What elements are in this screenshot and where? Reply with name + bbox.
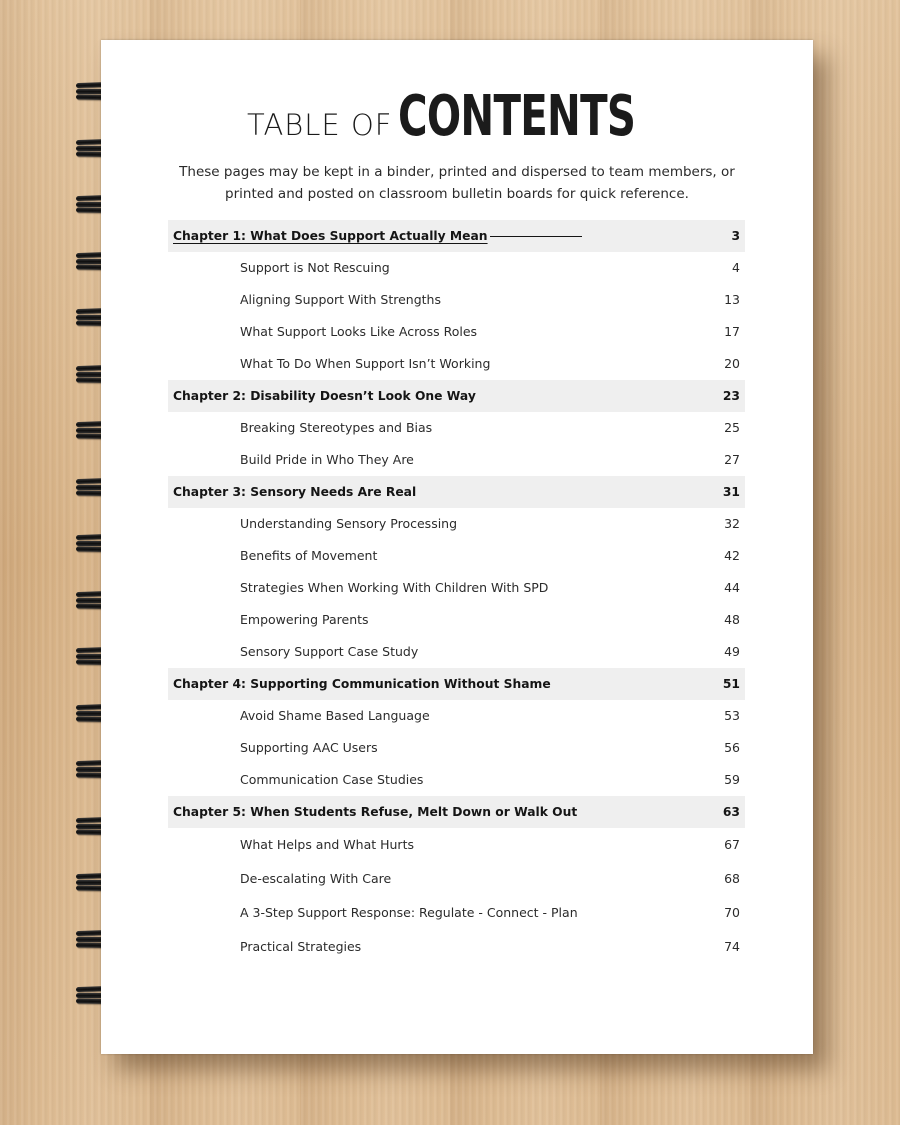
page-number: 70 — [724, 905, 740, 920]
title-large: CONTENTS — [397, 84, 635, 149]
section-title: Breaking Stereotypes and Bias — [240, 420, 433, 435]
toc-entry-row — [168, 896, 745, 930]
section-title: What Helps and What Hurts — [240, 837, 414, 852]
section-title: Build Pride in Who They Are — [240, 452, 414, 467]
toc-chapter-row — [168, 668, 745, 700]
section-title: De-escalating With Care — [240, 871, 392, 886]
title-small: TABLE OF — [246, 108, 393, 142]
section-title: Supporting AAC Users — [240, 740, 378, 755]
toc-chapter-row — [168, 380, 745, 412]
page-number: 51 — [722, 677, 740, 691]
toc-chapter-row — [168, 796, 745, 828]
toc-entry-row — [168, 636, 745, 668]
toc-entry-row — [168, 348, 745, 380]
section-title: Understanding Sensory Processing — [240, 516, 458, 531]
toc-entry-row — [168, 604, 745, 636]
toc-entry-row — [168, 764, 745, 796]
page-number: 53 — [724, 708, 740, 723]
table-of-contents — [168, 220, 745, 964]
section-title: Communication Case Studies — [240, 772, 424, 787]
page-number: 17 — [724, 324, 740, 339]
toc-entry-row — [168, 862, 745, 896]
toc-entry-row — [168, 930, 745, 964]
intro-text — [161, 161, 753, 205]
chapter-title: Chapter 5: When Students Refuse, Melt Down or Walk Out — [173, 805, 578, 819]
section-title: Avoid Shame Based Language — [240, 708, 430, 723]
toc-entry-row — [168, 732, 745, 764]
page-number: 63 — [722, 805, 740, 819]
page-number: 48 — [724, 612, 740, 627]
toc-chapter-row — [168, 476, 745, 508]
page-title — [101, 84, 813, 149]
page-number: 68 — [724, 871, 740, 886]
section-title: Strategies When Working With Children With SPD — [240, 580, 549, 595]
page-number: 56 — [724, 740, 740, 755]
chapter-title: Chapter 3: Sensory Needs Are Real — [173, 485, 417, 499]
page-number: 3 — [731, 229, 740, 243]
intro-line-2: printed and posted on classroom bulletin boards for quick reference. — [225, 186, 689, 202]
section-title: Empowering Parents — [240, 612, 369, 627]
section-title: What To Do When Support Isn’t Working — [240, 356, 491, 371]
page-number: 25 — [724, 420, 740, 435]
chapter-title: Chapter 2: Disability Doesn’t Look One Way — [173, 389, 476, 403]
section-title: Aligning Support With Strengths — [240, 292, 441, 307]
toc-entry-row — [168, 252, 745, 284]
toc-entry-row — [168, 412, 745, 444]
toc-entry-row — [168, 508, 745, 540]
page-number: 27 — [724, 452, 740, 467]
toc-entry-row — [168, 284, 745, 316]
notebook-page — [101, 40, 813, 1054]
page-number: 13 — [724, 292, 740, 307]
page-number: 74 — [724, 939, 740, 954]
section-title: Practical Strategies — [240, 939, 362, 954]
page-number: 23 — [722, 389, 740, 403]
page-number: 42 — [724, 548, 740, 563]
toc-entry-row — [168, 540, 745, 572]
section-title: A 3-Step Support Response: Regulate - Connect - Plan — [240, 905, 578, 920]
page-number: 4 — [732, 260, 740, 275]
page-number: 67 — [724, 837, 740, 852]
toc-chapter-row — [168, 220, 745, 252]
section-title: Sensory Support Case Study — [240, 644, 419, 659]
section-title: What Support Looks Like Across Roles — [240, 324, 478, 339]
section-title: Benefits of Movement — [240, 548, 378, 563]
intro-line-1: These pages may be kept in a binder, printed and dispersed to team members, or — [179, 164, 735, 180]
toc-entry-row — [168, 700, 745, 732]
page-number: 31 — [722, 485, 740, 499]
toc-entry-row — [168, 572, 745, 604]
toc-entry-row — [168, 444, 745, 476]
page-number: 44 — [724, 580, 740, 595]
chapter-title: Chapter 4: Supporting Communication Without Shame — [173, 677, 551, 691]
toc-entry-row — [168, 316, 745, 348]
chapter-title: Chapter 1: What Does Support Actually Mean — [173, 220, 582, 252]
section-title: Support is Not Rescuing — [240, 260, 390, 275]
page-number: 49 — [724, 644, 740, 659]
toc-entry-row — [168, 828, 745, 862]
page-number: 59 — [724, 772, 740, 787]
page-number: 20 — [724, 356, 740, 371]
page-number: 32 — [724, 516, 740, 531]
